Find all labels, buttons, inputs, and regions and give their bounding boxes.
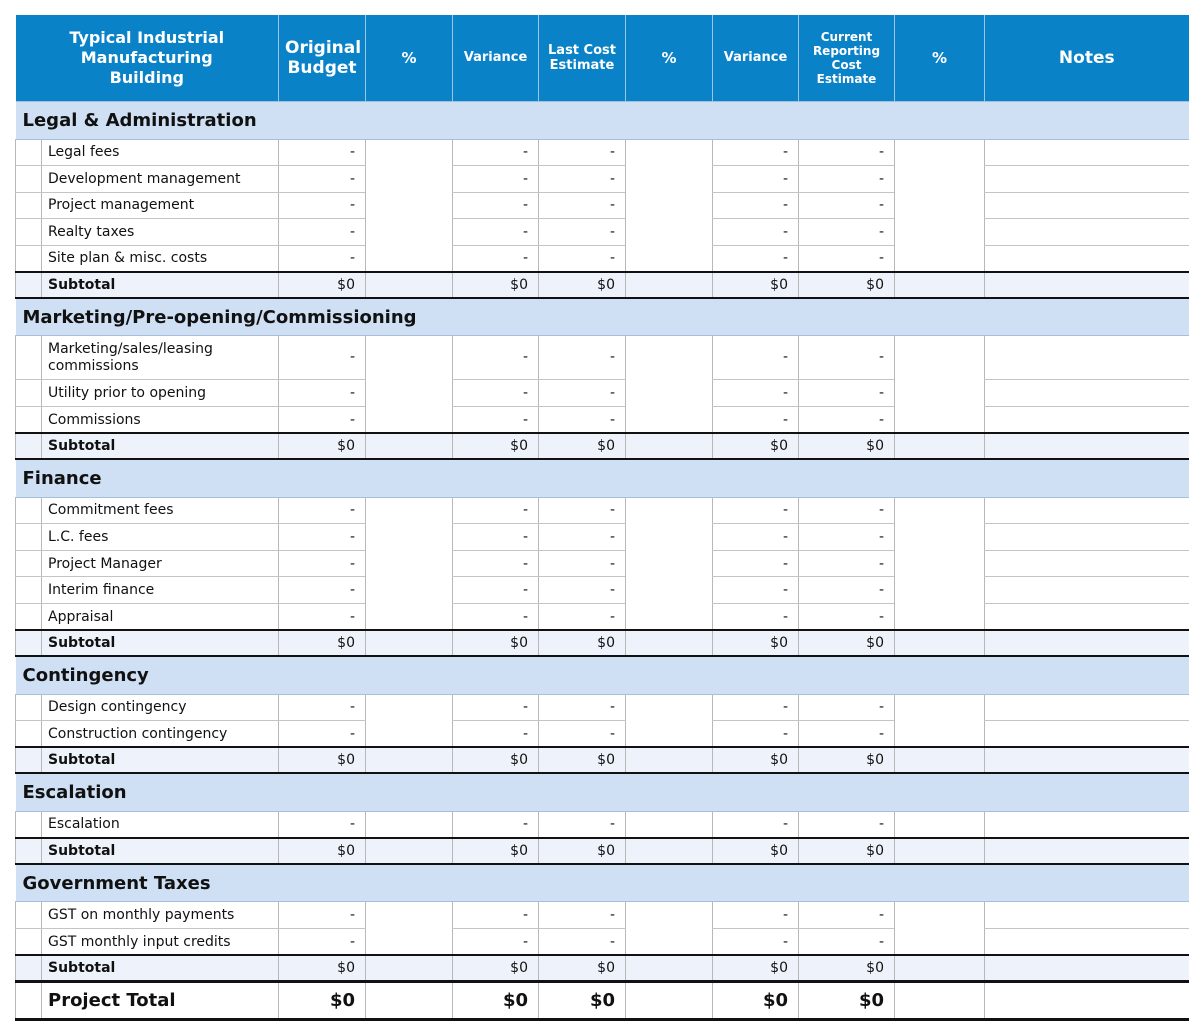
line-item-label: Design contingency [42,694,279,721]
subtotal-variance-2: $0 [713,433,799,459]
variance-cell-2[interactable]: - [713,929,799,956]
cost-report-table [15,15,1189,1021]
current-estimate-cell[interactable]: - [799,550,895,577]
subtotal-percent-3 [895,272,985,298]
row-marker-cell [16,272,42,298]
col-current-reporting-cost-estimate: Current Reporting Cost Estimate [799,15,895,101]
subtotal-variance-1: $0 [453,838,539,864]
subtotal-notes [985,747,1189,773]
notes-cell[interactable] [985,139,1189,166]
variance-cell-1[interactable]: - [453,497,539,524]
last-cost-estimate-cell[interactable]: - [539,497,626,524]
notes-cell[interactable] [985,166,1189,193]
variance-cell-2[interactable]: - [713,336,799,380]
last-cost-estimate-cell[interactable]: - [539,192,626,219]
total-original-budget: $0 [279,981,366,1019]
subtotal-percent-2 [626,433,713,459]
total-percent-1 [366,981,453,1019]
current-estimate-cell[interactable]: - [799,577,895,604]
notes-cell[interactable] [985,524,1189,551]
percent-cell-2[interactable] [626,902,713,955]
table-row [16,380,1189,407]
variance-cell-2[interactable]: - [713,497,799,524]
subtotal-variance-2: $0 [713,747,799,773]
table-row [16,721,1189,748]
table-row [16,497,1189,524]
col-original-budget: Original Budget [279,15,366,101]
percent-cell-3[interactable] [895,497,985,630]
original-budget-cell[interactable]: - [279,166,366,193]
variance-cell-2[interactable]: - [713,604,799,631]
variance-cell-1[interactable]: - [453,192,539,219]
row-marker-cell [16,245,42,272]
current-estimate-cell[interactable]: - [799,497,895,524]
row-marker-cell [16,981,42,1019]
notes-cell[interactable] [985,192,1189,219]
current-estimate-cell[interactable]: - [799,524,895,551]
notes-cell[interactable] [985,336,1189,380]
table-row [16,407,1189,434]
subtotal-label: Subtotal [42,272,279,298]
row-marker-cell [16,139,42,166]
variance-cell-2[interactable]: - [713,721,799,748]
table-row [16,139,1189,166]
original-budget-cell[interactable]: - [279,380,366,407]
subtotal-label: Subtotal [42,747,279,773]
last-cost-estimate-cell[interactable]: - [539,139,626,166]
table-row [16,811,1189,838]
last-cost-estimate-cell[interactable]: - [539,694,626,721]
row-marker-cell [16,630,42,656]
subtotal-row [16,838,1189,864]
row-marker-cell [16,838,42,864]
line-item-label: Marketing/sales/leasing commissions [42,336,279,380]
total-percent-3 [895,981,985,1019]
subtotal-notes [985,955,1189,981]
subtotal-variance-2: $0 [713,838,799,864]
subtotal-percent-1 [366,630,453,656]
percent-cell-3[interactable] [895,902,985,955]
row-marker-cell [16,929,42,956]
variance-cell-2[interactable]: - [713,219,799,246]
subtotal-original-budget: $0 [279,272,366,298]
line-item-label: Commitment fees [42,497,279,524]
original-budget-cell[interactable]: - [279,336,366,380]
subtotal-variance-1: $0 [453,630,539,656]
current-estimate-cell[interactable]: - [799,407,895,434]
line-item-label: Site plan & misc. costs [42,245,279,272]
notes-cell[interactable] [985,497,1189,524]
col-percent-3: % [895,15,985,101]
variance-cell-1[interactable]: - [453,604,539,631]
notes-cell[interactable] [985,407,1189,434]
variance-cell-2[interactable]: - [713,524,799,551]
line-item-label: GST monthly input credits [42,929,279,956]
total-percent-2 [626,981,713,1019]
line-item-label: Project Manager [42,550,279,577]
notes-cell[interactable] [985,577,1189,604]
variance-cell-1[interactable]: - [453,694,539,721]
variance-cell-2[interactable]: - [713,380,799,407]
section-title: Government Taxes [16,864,1189,902]
line-item-label: Appraisal [42,604,279,631]
variance-cell-1[interactable]: - [453,524,539,551]
variance-cell-2[interactable]: - [713,902,799,929]
table-row [16,694,1189,721]
line-item-label: L.C. fees [42,524,279,551]
line-item-label: Escalation [42,811,279,838]
table-row [16,550,1189,577]
last-cost-estimate-cell[interactable]: - [539,336,626,380]
percent-cell-3[interactable] [895,139,985,272]
subtotal-variance-1: $0 [453,747,539,773]
variance-cell-1[interactable]: - [453,577,539,604]
subtotal-row [16,630,1189,656]
subtotal-current-estimate: $0 [799,955,895,981]
table-row [16,219,1189,246]
subtotal-label: Subtotal [42,838,279,864]
notes-cell[interactable] [985,902,1189,929]
header-row [16,15,1189,101]
subtotal-variance-1: $0 [453,955,539,981]
original-budget-cell[interactable]: - [279,902,366,929]
last-cost-estimate-cell[interactable]: - [539,550,626,577]
subtotal-notes [985,433,1189,459]
current-estimate-cell[interactable]: - [799,245,895,272]
percent-cell-1[interactable] [366,811,453,838]
project-total-label: Project Total [42,981,279,1019]
last-cost-estimate-cell[interactable]: - [539,245,626,272]
percent-cell-1[interactable] [366,497,453,630]
row-marker-cell [16,336,42,380]
subtotal-last-cost-estimate: $0 [539,747,626,773]
original-budget-cell[interactable]: - [279,497,366,524]
subtotal-last-cost-estimate: $0 [539,433,626,459]
subtotal-last-cost-estimate: $0 [539,838,626,864]
row-marker-cell [16,902,42,929]
table-title: Typical Industrial Manufacturing Building [16,15,279,101]
variance-cell-1[interactable]: - [453,902,539,929]
row-marker-cell [16,747,42,773]
row-marker-cell [16,550,42,577]
notes-cell[interactable] [985,550,1189,577]
subtotal-original-budget: $0 [279,747,366,773]
subtotal-percent-2 [626,272,713,298]
variance-cell-1[interactable]: - [453,811,539,838]
subtotal-last-cost-estimate: $0 [539,272,626,298]
subtotal-percent-3 [895,747,985,773]
subtotal-notes [985,272,1189,298]
subtotal-row [16,747,1189,773]
percent-cell-1[interactable] [366,902,453,955]
section-title: Escalation [16,773,1189,811]
table-row [16,192,1189,219]
table-row [16,166,1189,193]
original-budget-cell[interactable]: - [279,811,366,838]
subtotal-row [16,272,1189,298]
original-budget-cell[interactable]: - [279,604,366,631]
variance-cell-2[interactable]: - [713,245,799,272]
variance-cell-2[interactable]: - [713,192,799,219]
row-marker-cell [16,433,42,459]
subtotal-current-estimate: $0 [799,838,895,864]
variance-cell-2[interactable]: - [713,407,799,434]
section-header [16,459,1189,497]
row-marker-cell [16,497,42,524]
current-estimate-cell[interactable]: - [799,929,895,956]
line-item-label: Legal fees [42,139,279,166]
total-variance-1: $0 [453,981,539,1019]
row-marker-cell [16,577,42,604]
col-variance-1: Variance [453,15,539,101]
subtotal-row [16,955,1189,981]
last-cost-estimate-cell[interactable]: - [539,407,626,434]
row-marker-cell [16,407,42,434]
notes-cell[interactable] [985,694,1189,721]
percent-cell-3[interactable] [895,694,985,747]
variance-cell-1[interactable]: - [453,166,539,193]
variance-cell-1[interactable]: - [453,380,539,407]
variance-cell-2[interactable]: - [713,811,799,838]
subtotal-label: Subtotal [42,433,279,459]
last-cost-estimate-cell[interactable]: - [539,380,626,407]
original-budget-cell[interactable]: - [279,407,366,434]
row-marker-cell [16,955,42,981]
variance-cell-2[interactable]: - [713,577,799,604]
current-estimate-cell[interactable]: - [799,380,895,407]
last-cost-estimate-cell[interactable]: - [539,604,626,631]
original-budget-cell[interactable]: - [279,524,366,551]
variance-cell-1[interactable]: - [453,721,539,748]
subtotal-percent-3 [895,838,985,864]
notes-cell[interactable] [985,604,1189,631]
row-marker-cell [16,166,42,193]
percent-cell-2[interactable] [626,139,713,272]
subtotal-notes [985,838,1189,864]
subtotal-current-estimate: $0 [799,747,895,773]
subtotal-percent-3 [895,630,985,656]
subtotal-percent-2 [626,955,713,981]
original-budget-cell[interactable]: - [279,192,366,219]
total-current-estimate: $0 [799,981,895,1019]
line-item-label: Development management [42,166,279,193]
line-item-label: GST on monthly payments [42,902,279,929]
line-item-label: Project management [42,192,279,219]
subtotal-current-estimate: $0 [799,272,895,298]
variance-cell-1[interactable]: - [453,336,539,380]
original-budget-cell[interactable]: - [279,694,366,721]
percent-cell-3[interactable] [895,811,985,838]
current-estimate-cell[interactable]: - [799,721,895,748]
line-item-label: Interim finance [42,577,279,604]
col-percent-1: % [366,15,453,101]
subtotal-percent-1 [366,838,453,864]
last-cost-estimate-cell[interactable]: - [539,219,626,246]
row-marker-cell [16,219,42,246]
current-estimate-cell[interactable]: - [799,139,895,166]
subtotal-original-budget: $0 [279,955,366,981]
subtotal-percent-3 [895,433,985,459]
percent-cell-2[interactable] [626,694,713,747]
row-marker-cell [16,192,42,219]
total-last-cost-estimate: $0 [539,981,626,1019]
row-marker-cell [16,721,42,748]
subtotal-variance-2: $0 [713,272,799,298]
current-estimate-cell[interactable]: - [799,604,895,631]
subtotal-percent-2 [626,838,713,864]
percent-cell-2[interactable] [626,336,713,433]
section-header [16,773,1189,811]
variance-cell-2[interactable]: - [713,550,799,577]
subtotal-last-cost-estimate: $0 [539,955,626,981]
notes-cell[interactable] [985,811,1189,838]
current-estimate-cell[interactable]: - [799,902,895,929]
original-budget-cell[interactable]: - [279,550,366,577]
percent-cell-1[interactable] [366,336,453,433]
last-cost-estimate-cell[interactable]: - [539,721,626,748]
subtotal-current-estimate: $0 [799,433,895,459]
subtotal-variance-1: $0 [453,272,539,298]
row-marker-cell [16,524,42,551]
notes-cell[interactable] [985,721,1189,748]
subtotal-percent-3 [895,955,985,981]
section-title: Marketing/Pre-opening/Commissioning [16,298,1189,336]
subtotal-variance-2: $0 [713,630,799,656]
subtotal-original-budget: $0 [279,433,366,459]
percent-cell-2[interactable] [626,811,713,838]
subtotal-current-estimate: $0 [799,630,895,656]
current-estimate-cell[interactable]: - [799,192,895,219]
variance-cell-1[interactable]: - [453,245,539,272]
subtotal-original-budget: $0 [279,630,366,656]
section-header [16,656,1189,694]
current-estimate-cell[interactable]: - [799,166,895,193]
table-row [16,929,1189,956]
percent-cell-1[interactable] [366,694,453,747]
section-title: Legal & Administration [16,101,1189,139]
notes-cell[interactable] [985,380,1189,407]
variance-cell-1[interactable]: - [453,219,539,246]
table-row [16,245,1189,272]
notes-cell[interactable] [985,929,1189,956]
row-marker-cell [16,380,42,407]
original-budget-cell[interactable]: - [279,245,366,272]
row-marker-cell [16,604,42,631]
table-row [16,902,1189,929]
notes-cell[interactable] [985,245,1189,272]
row-marker-cell [16,811,42,838]
last-cost-estimate-cell[interactable]: - [539,577,626,604]
table-row [16,524,1189,551]
subtotal-variance-2: $0 [713,955,799,981]
variance-cell-2[interactable]: - [713,166,799,193]
variance-cell-2[interactable]: - [713,139,799,166]
percent-cell-2[interactable] [626,497,713,630]
subtotal-label: Subtotal [42,630,279,656]
subtotal-last-cost-estimate: $0 [539,630,626,656]
last-cost-estimate-cell[interactable]: - [539,902,626,929]
col-variance-2: Variance [713,15,799,101]
subtotal-row [16,433,1189,459]
variance-cell-1[interactable]: - [453,550,539,577]
section-header [16,101,1189,139]
row-marker-cell [16,694,42,721]
notes-cell[interactable] [985,219,1189,246]
current-estimate-cell[interactable]: - [799,694,895,721]
variance-cell-2[interactable]: - [713,694,799,721]
current-estimate-cell[interactable]: - [799,219,895,246]
last-cost-estimate-cell[interactable]: - [539,811,626,838]
section-title: Finance [16,459,1189,497]
col-notes: Notes [985,15,1189,101]
subtotal-notes [985,630,1189,656]
original-budget-cell[interactable]: - [279,929,366,956]
subtotal-percent-1 [366,747,453,773]
table-row [16,577,1189,604]
line-item-label: Utility prior to opening [42,380,279,407]
section-title: Contingency [16,656,1189,694]
subtotal-percent-2 [626,630,713,656]
original-budget-cell[interactable]: - [279,577,366,604]
line-item-label: Construction contingency [42,721,279,748]
total-variance-2: $0 [713,981,799,1019]
subtotal-percent-1 [366,433,453,459]
last-cost-estimate-cell[interactable]: - [539,524,626,551]
section-header [16,298,1189,336]
subtotal-original-budget: $0 [279,838,366,864]
last-cost-estimate-cell[interactable]: - [539,166,626,193]
variance-cell-1[interactable]: - [453,407,539,434]
table-body [16,101,1189,1019]
subtotal-label: Subtotal [42,955,279,981]
table-row [16,604,1189,631]
subtotal-percent-1 [366,955,453,981]
section-header [16,864,1189,902]
subtotal-variance-1: $0 [453,433,539,459]
current-estimate-cell[interactable]: - [799,336,895,380]
variance-cell-1[interactable]: - [453,929,539,956]
subtotal-percent-2 [626,747,713,773]
percent-cell-1[interactable] [366,139,453,272]
percent-cell-3[interactable] [895,336,985,433]
original-budget-cell[interactable]: - [279,721,366,748]
original-budget-cell[interactable]: - [279,139,366,166]
current-estimate-cell[interactable]: - [799,811,895,838]
last-cost-estimate-cell[interactable]: - [539,929,626,956]
original-budget-cell[interactable]: - [279,219,366,246]
subtotal-percent-1 [366,272,453,298]
variance-cell-1[interactable]: - [453,139,539,166]
project-total-row [16,981,1189,1019]
col-percent-2: % [626,15,713,101]
table-row [16,336,1189,380]
col-last-cost-estimate: Last Cost Estimate [539,15,626,101]
total-notes [985,981,1189,1019]
line-item-label: Realty taxes [42,219,279,246]
line-item-label: Commissions [42,407,279,434]
